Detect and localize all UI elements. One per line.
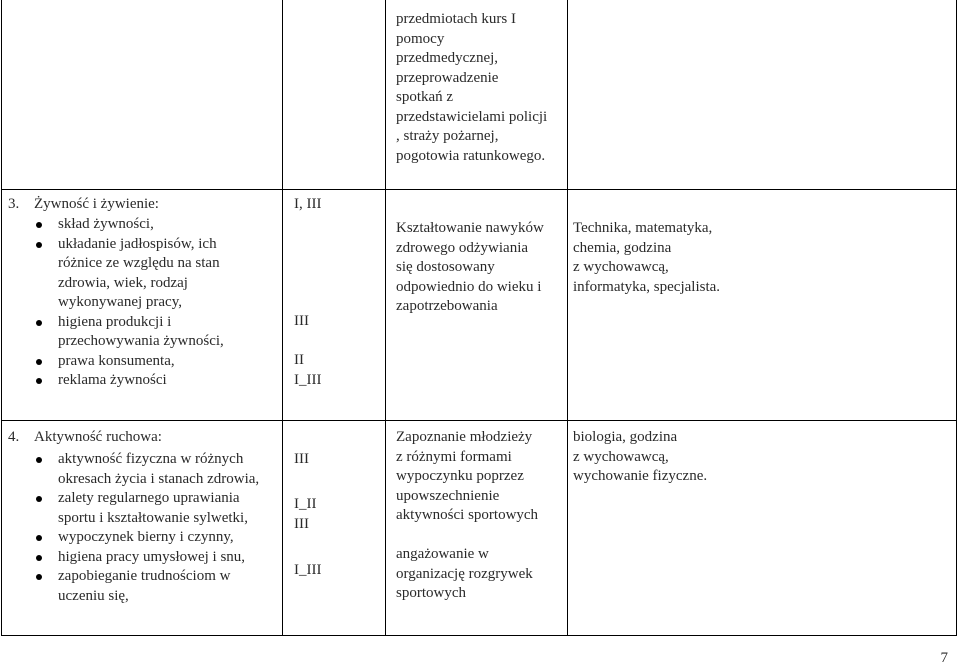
text-line: się dostosowany	[396, 259, 495, 275]
text-line: higiena produkcji i	[58, 313, 172, 330]
row3-level: I, III	[294, 196, 322, 212]
text-line: przedmedycznej,	[396, 50, 499, 66]
text-line: chemia, godzina	[573, 239, 672, 256]
text-line: prawa konsumenta,	[58, 352, 175, 369]
text-line: wypoczynku poprzez	[396, 468, 524, 484]
list-item	[58, 313, 224, 352]
text-line: zapobieganie trudnościom w	[58, 568, 231, 584]
text-line: organizację rozgrywek	[396, 565, 533, 582]
text-line: uczeniu się,	[58, 587, 129, 604]
text-line: biologia, godzina	[573, 429, 678, 445]
list-item	[58, 489, 259, 528]
text-line: skład żywności,	[58, 216, 154, 232]
list-item	[58, 548, 259, 568]
bullet-icon	[36, 242, 42, 248]
list-item	[58, 528, 259, 548]
row4-level: III	[294, 451, 309, 467]
row4-heading: Aktywność ruchowa:	[34, 429, 162, 445]
row4-topic-list	[58, 450, 259, 606]
list-item	[58, 567, 259, 606]
row4-level: III	[294, 516, 309, 532]
row4-goals	[396, 428, 538, 526]
text-line: pogotowia ratunkowego.	[396, 147, 546, 164]
text-line: z wychowawcą,	[573, 448, 669, 465]
text-line: układanie jadłospisów, ich	[58, 235, 217, 252]
list-item	[58, 215, 224, 235]
text-line: z różnymi formami	[396, 448, 512, 465]
row3-heading: Żywność i żywienie:	[34, 196, 159, 212]
text-line: sportowych	[396, 585, 466, 601]
text-line: spotkań z	[396, 89, 454, 105]
row4-level: I_III	[294, 562, 322, 578]
row3-related-subjects	[573, 219, 720, 297]
text-line: przedstawicielami policji	[396, 108, 548, 125]
text-line: przechowywania żywności,	[58, 333, 224, 349]
table-border-left	[1, 0, 2, 636]
text-line: wypoczynek bierny i czynny,	[58, 529, 234, 545]
bullet-icon	[36, 496, 42, 502]
text-line: sportu i kształtowanie sylwetki,	[58, 509, 248, 526]
table-row-line-2	[1, 420, 957, 421]
text-line: aktywności sportowych	[396, 507, 539, 523]
text-line: aktywność fizyczna w różnych	[58, 451, 244, 467]
top-row-activities	[396, 10, 547, 166]
list-item	[58, 371, 224, 391]
row3-goals	[396, 219, 544, 317]
text-line: , straży pożarnej,	[396, 128, 499, 144]
text-line: różnice ze względu na stan	[58, 255, 220, 271]
bullet-icon	[36, 555, 42, 561]
text-line: Technika, matematyka,	[573, 220, 713, 236]
text-line: z wychowawcą,	[573, 259, 669, 275]
table-divider-col3	[567, 0, 568, 636]
text-line: wykonywanej pracy,	[58, 294, 182, 310]
text-line: wychowanie fizyczne.	[573, 468, 708, 484]
row3-number: 3.	[8, 196, 20, 212]
text-line: przedmiotach kurs I	[396, 11, 516, 27]
table-divider-col1	[282, 0, 283, 636]
table-row-line-1	[1, 189, 957, 190]
table-row-line-bottom	[1, 635, 957, 636]
text-line: zalety regularnego uprawiania	[58, 490, 240, 506]
row4-number: 4.	[8, 429, 20, 445]
text-line: informatyka, specjalista.	[573, 278, 721, 295]
bullet-icon	[36, 320, 42, 326]
bullet-icon	[36, 378, 42, 384]
row3-level: III	[294, 313, 309, 329]
row3-topic-list	[58, 215, 224, 391]
row3-level: I_III	[294, 372, 322, 388]
page-number: 7	[940, 650, 948, 666]
text-line: Kształtowanie nawyków	[396, 220, 544, 236]
text-line: odpowiednio do wieku i	[396, 278, 542, 295]
bullet-icon	[36, 457, 42, 463]
list-item	[58, 235, 224, 313]
list-item	[58, 352, 224, 372]
row4-goals-extra	[396, 545, 533, 604]
list-item	[58, 450, 259, 489]
text-line: angażowanie w	[396, 546, 489, 562]
text-line: reklama żywności	[58, 372, 167, 388]
bullet-icon	[36, 359, 42, 365]
text-line: zapotrzebowania	[396, 298, 498, 314]
table-border-right	[956, 0, 957, 636]
bullet-icon	[36, 535, 42, 541]
text-line: Zapoznanie młodzieży	[396, 429, 533, 445]
table-divider-col2	[385, 0, 386, 636]
text-line: zdrowia, wiek, rodzaj	[58, 274, 188, 291]
row4-level: I_II	[294, 496, 317, 512]
text-line: przeprowadzenie	[396, 69, 499, 86]
row4-related-subjects	[573, 428, 707, 487]
text-line: upowszechnienie	[396, 487, 500, 504]
bullet-icon	[36, 222, 42, 228]
text-line: pomocy	[396, 30, 445, 47]
bullet-icon	[36, 574, 42, 580]
text-line: zdrowego odżywiania	[396, 239, 529, 256]
row3-level: II	[294, 352, 304, 368]
text-line: okresach życia i stanach zdrowia,	[58, 470, 260, 487]
text-line: higiena pracy umysłowej i snu,	[58, 548, 246, 565]
